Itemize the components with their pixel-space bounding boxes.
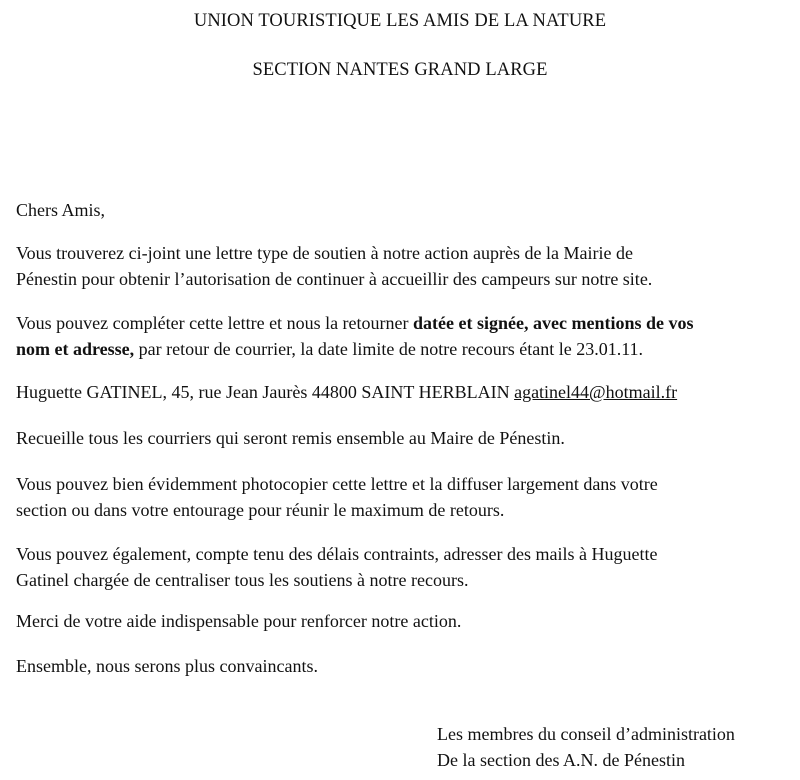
paragraph-return-instructions (16, 310, 791, 362)
paragraph-line: Gatinel chargée de centraliser tous les soutiens à notre recours. (16, 570, 469, 590)
paragraph-mails (16, 541, 791, 593)
header-organization: UNION TOURISTIQUE LES AMIS DE LA NATURE (193, 11, 607, 31)
paragraph-line: Vous pouvez bien évidemment photocopier cette lettre et la diffuser largement dans votre (16, 474, 658, 494)
paragraph-collect: Recueille tous les courriers qui seront remis ensemble au Maire de Pénestin. (16, 428, 565, 448)
paragraph-line (16, 336, 791, 362)
signature-block (437, 721, 735, 773)
paragraph-text: Vous pouvez compléter cette lettre et nous la retourner (16, 313, 414, 333)
paragraph-text: par retour de courrier, la date limite de notre recours étant le 23.01.11. (134, 339, 644, 359)
signature-line: Les membres du conseil d’administration (437, 724, 735, 744)
paragraph-emphasis: nom et adresse, (16, 339, 135, 359)
contact-email-link[interactable]: agatinel44@hotmail.fr (514, 382, 678, 402)
paragraph-line: section ou dans votre entourage pour réunir le maximum de retours. (16, 500, 505, 520)
paragraph-photocopy (16, 471, 791, 523)
paragraph-line: Pénestin pour obtenir l’autorisation de continuer à accueillir des campeurs sur notre site. (16, 269, 653, 289)
paragraph-line: Vous trouverez ci-joint une lettre type de soutien à notre action auprès de la Mairie de (16, 243, 633, 263)
paragraph-thanks: Merci de votre aide indispensable pour renforcer notre action. (16, 611, 462, 631)
greeting: Chers Amis, (16, 200, 106, 220)
paragraph-emphasis: datée et signée, avec mentions de vos (413, 313, 694, 333)
contact-line (16, 379, 791, 405)
contact-address: Huguette GATINEL, 45, rue Jean Jaurès 44800 SAINT HERBLAIN (16, 382, 515, 402)
paragraph-attached-letter (16, 240, 791, 292)
header-section: SECTION NANTES GRAND LARGE (252, 60, 548, 80)
paragraph-line: Vous pouvez également, compte tenu des délais contraints, adresser des mails à Huguette (16, 544, 658, 564)
signature-line: De la section des A.N. de Pénestin (437, 750, 685, 770)
paragraph-closing: Ensemble, nous serons plus convaincants. (16, 656, 318, 676)
paragraph-line (16, 310, 791, 336)
